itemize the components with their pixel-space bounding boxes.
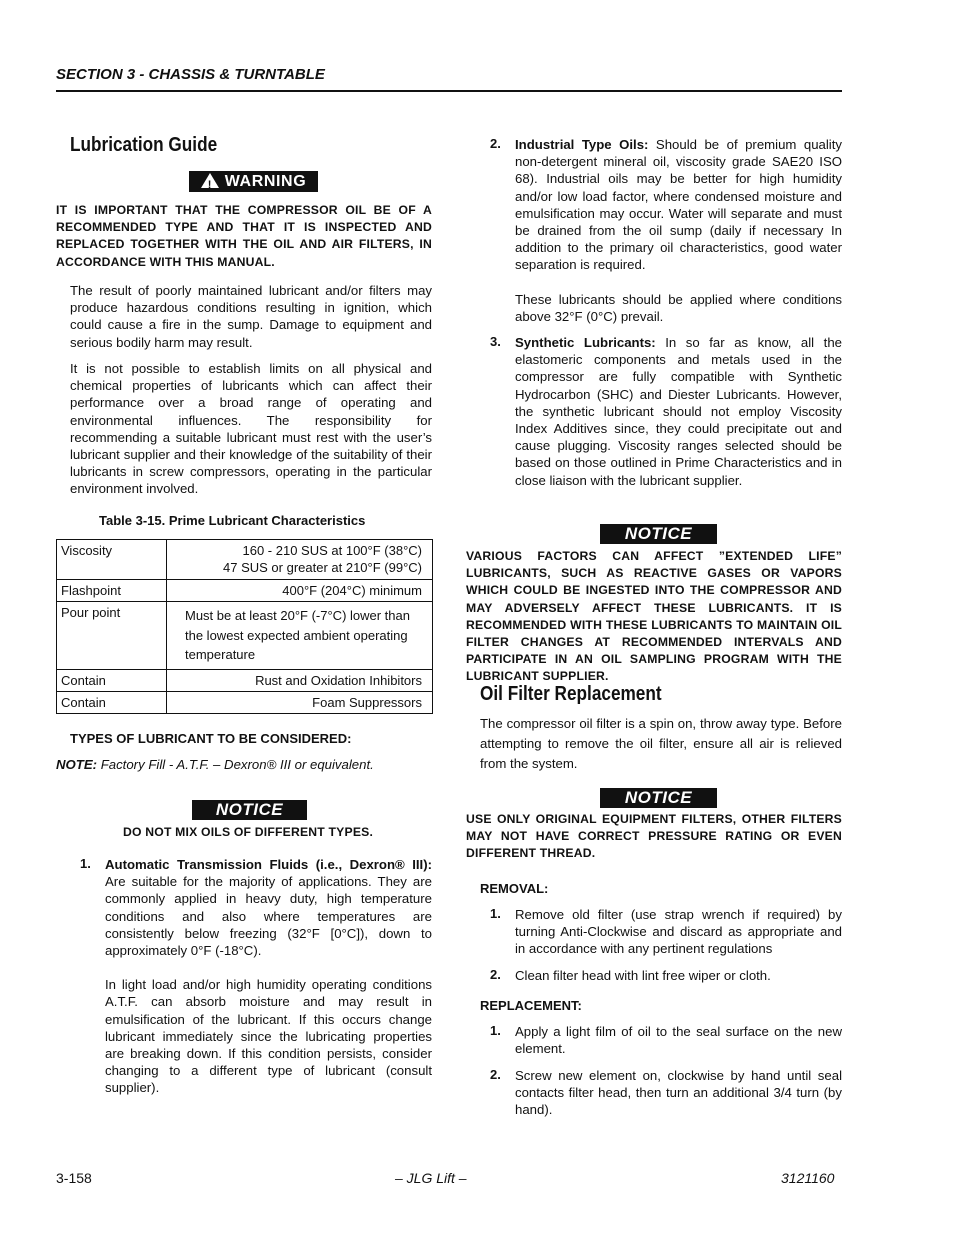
table-cell-value: Foam Suppressors xyxy=(167,691,433,713)
types-heading: TYPES OF LUBRICANT TO BE CONSIDERED: xyxy=(70,731,352,746)
item-number: 1. xyxy=(490,1023,501,1038)
warning-triangle-icon: ! xyxy=(201,173,219,188)
item-number: 2. xyxy=(490,1067,501,1082)
notice-text-left: DO NOT MIX OILS OF DIFFERENT TYPES. xyxy=(123,825,374,839)
item-number: 1. xyxy=(80,856,91,871)
table-cell-property: Viscosity xyxy=(57,540,167,580)
item-text: Remove old filter (use strap wrench if required) by turning Anti-Clockwise and discard as appropriate and in accordance with any pertinent regulations xyxy=(515,907,842,957)
paragraph-hazard: The result of poorly maintained lubricant and/or filters may produce hazardous conditions resulting in ignition, which could cause a fire in the sump. Damage to equipment and serious bodily harm may result. xyxy=(70,283,432,350)
viscosity-line-1: 160 - 210 SUS at 100°F (38°C) xyxy=(242,543,422,558)
item-number: 1. xyxy=(490,906,501,921)
warning-banner xyxy=(189,171,318,192)
list-item xyxy=(490,1023,842,1057)
oil-filter-title: Oil Filter Replacement xyxy=(480,683,662,705)
item-number: 2. xyxy=(490,967,501,982)
table-cell-value: Rust and Oxidation Inhibitors xyxy=(167,669,433,691)
item-number: 2. xyxy=(490,136,501,151)
item-paragraph: These lubricants should be applied where conditions above 32°F (0°C) prevail. xyxy=(515,291,842,324)
header-divider xyxy=(56,90,842,92)
item-title: Synthetic Lubricants: xyxy=(515,335,656,350)
table-cell-value xyxy=(167,602,433,670)
paragraph-limits: It is not possible to establish limits on all physical and chemical properties of lubricants which can affect their performance over a broad range of operating and environmental influences. The responsibility for recommending a suitable lubricant must rest with the user’s lubricant supplier and their knowledge of the suitability of their lubricants in screw compressors, operating in the particular environment involved. xyxy=(70,361,432,497)
notice-banner-filters: NOTICE xyxy=(600,788,717,808)
table-row xyxy=(57,691,433,713)
item-number: 3. xyxy=(490,334,501,349)
notice-text-lubricants: VARIOUS FACTORS CAN AFFECT ”EXTENDED LIFE” LUBRICANTS, SUCH AS REACTIVE GASES OR VAPORS WHICH COULD BE INGESTED INTO THE COMPRESSOR AND MAY ADVERSELY AFFECT THESE LUBRICANTS. IT IS RECOMMENDED WITH THESE LUBRICANTS TO MAINTAIN OIL FILTER CHANGES AT RECOMMENDED INTERVALS AND PARTICIPATE IN AN OIL SAMPLING PROGRAM WITH THE LUBRICANT SUPPLIER. xyxy=(466,549,842,684)
list-item xyxy=(490,906,842,958)
warning-label: WARNING xyxy=(224,173,307,190)
table-row xyxy=(57,669,433,691)
lubrication-guide-title: Lubrication Guide xyxy=(70,134,218,156)
lubricant-characteristics-table xyxy=(56,539,433,714)
warning-text: IT IS IMPORTANT THAT THE COMPRESSOR OIL BE OF A RECOMMENDED TYPE AND THAT IT IS INSPECTED AND REPLACED TOGETHER WITH THE OIL AND AIR FILTERS, IN ACCORDANCE WITH THIS MANUAL. xyxy=(56,203,432,269)
list-item xyxy=(490,1067,842,1119)
item-paragraph: In light load and/or high humidity operating conditions A.T.F. can absorb moisture and may result in emulsification of the lubricant. If this occurs change lubricant immediately since the lubricating properties are breaking down. If this condition persists, consider changing to a different type of lubricant (consult supplier). xyxy=(105,977,432,1096)
notice-text-filters: USE ONLY ORIGINAL EQUIPMENT FILTERS, OTHER FILTERS MAY NOT HAVE CORRECT PRESSURE RATING OR EVEN DIFFERENT THREAD. xyxy=(466,812,842,861)
item-text: In so far as know, all the elastomeric components and metals used in the compressor are fully compatible with Synthetic Hydrocarbon (SHC) and Diester Lubricants. However, the synthetic lubricant should not employ Viscosity Index Additives since, they could precipitate out and cause plugging. Viscosity ranges selected should be based on those outlined in Prime Characteristics and in close liaison with the lubricant supplier. xyxy=(515,335,842,488)
viscosity-line-2: 47 SUS or greater at 210°F (99°C) xyxy=(223,560,422,575)
note-text: Factory Fill - A.T.F. – Dexron® III or equivalent. xyxy=(100,757,374,772)
section-header: SECTION 3 - CHASSIS & TURNTABLE xyxy=(56,66,325,83)
list-item xyxy=(490,967,842,984)
table-cell-property: Pour point xyxy=(57,602,167,670)
table-cell-property: Flashpoint xyxy=(57,580,167,602)
table-row xyxy=(57,580,433,602)
table-cell-property: Contain xyxy=(57,691,167,713)
table-cell-value: 400°F (204°C) minimum xyxy=(167,580,433,602)
item-text: Are suitable for the majority of applications. They are commonly applied in heavy duty, high temperature conditions and also where temperatures are consistently below freezing (32°F [0°C]), down to approximately 0°F (-18°C). xyxy=(105,874,432,959)
footer-center: – JLG Lift – xyxy=(395,1170,467,1186)
table-row xyxy=(57,540,433,580)
note-label: NOTE: xyxy=(56,757,98,772)
replacement-heading: REPLACEMENT: xyxy=(480,998,582,1013)
table-cell-value xyxy=(167,540,433,580)
table-caption: Table 3-15. Prime Lubricant Characteristics xyxy=(99,513,366,528)
notice-banner-lubricants: NOTICE xyxy=(600,524,717,544)
document-number: 3121160 xyxy=(781,1170,835,1186)
pour-point-value: Must be at least 20°F (-7°C) lower than the lowest expected ambient operating temperature xyxy=(185,608,410,662)
item-body xyxy=(515,334,842,489)
list-item xyxy=(80,856,432,1097)
removal-heading: REMOVAL: xyxy=(480,881,549,896)
filter-paragraph: The compressor oil filter is a spin on, throw away type. Before attempting to remove the oil filter, ensure all air is relieved from the system. xyxy=(480,716,842,771)
list-item xyxy=(490,334,842,489)
item-text: Clean filter head with lint free wiper or cloth. xyxy=(515,968,771,983)
note xyxy=(56,757,374,772)
notice-banner-left: NOTICE xyxy=(192,800,307,820)
item-title: Automatic Transmission Fluids (i.e., Dexron® III): xyxy=(105,857,432,872)
item-text: Apply a light film of oil to the seal surface on the new element. xyxy=(515,1024,842,1057)
item-body xyxy=(515,136,842,274)
item-title: Industrial Type Oils: xyxy=(515,137,649,152)
table-cell-property: Contain xyxy=(57,669,167,691)
item-text: Should be of premium quality non-detergent mineral oil, viscosity grade SAE20 ISO 68). Industrial oils may be better for high humidity and/or low load factor, where condensed moisture and emulsification may occur. Water will separate and must be drained from the oil sump (daily if necessary In addition to the primary oil characteristics, good water separation is required. xyxy=(515,137,842,273)
table-row xyxy=(57,602,433,670)
page-number: 3-158 xyxy=(56,1170,92,1186)
item-body xyxy=(105,856,432,959)
list-item xyxy=(490,136,842,325)
item-text: Screw new element on, clockwise by hand until seal contacts filter head, then turn an additional 3/4 turn (by hand). xyxy=(515,1068,842,1118)
